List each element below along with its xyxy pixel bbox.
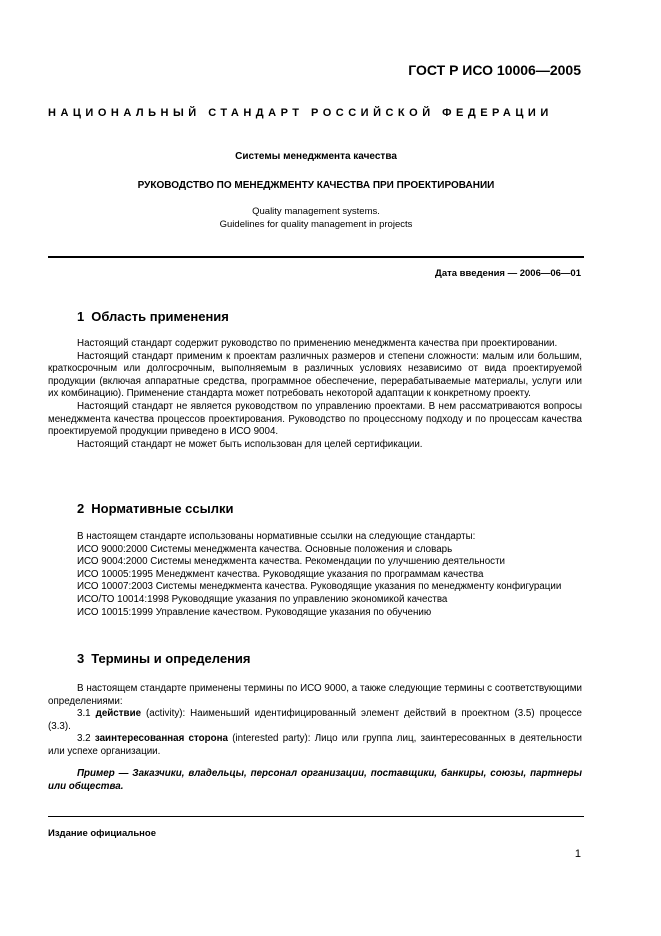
reference-item: ИСО 10015:1999 Управление качеством. Руководящие указания по обучению [77, 606, 432, 618]
section-1-paragraph: Настоящий стандарт содержит руководство по применению менеджмента качества при проектировании. [77, 338, 558, 349]
section-3-heading [77, 651, 251, 666]
national-standard-banner: НАЦИОНАЛЬНЫЙ СТАНДАРТ РОССИЙСКОЙ ФЕДЕРАЦИИ [48, 107, 553, 119]
term-number: 3.1 [77, 708, 91, 720]
english-title [48, 205, 584, 231]
term-name: заинтересованная сторона [94, 733, 228, 745]
document-subtitle: Системы менеджмента качества [235, 151, 397, 162]
section-1-number: 1 [77, 309, 85, 324]
term-definition-activity [48, 708, 582, 733]
section-1-paragraph: Настоящий стандарт не является руководством по управлению проектами. В нем рассматриваются вопросы менеджмента качества процессов проектирования. Руководство по процессному подходу и по процессам качества проектируемой продукции приведено в ИСО 9004. [48, 400, 582, 438]
section-2-title: Нормативные ссылки [91, 501, 234, 516]
term-name: действие [95, 708, 142, 720]
introduction-date: Дата введения — 2006—06—01 [435, 268, 581, 279]
section-3-number: 3 [77, 651, 85, 666]
section-3-intro: В настоящем стандарте применены термины по ИСО 9000, а также следующие термины с соответствующими определениями: [48, 683, 582, 707]
section-1-title: Область применения [91, 309, 229, 324]
english-title-line-2: Guidelines for quality management in projects [219, 219, 413, 230]
reference-item: ИСО 10005:1995 Менеджмент качества. Руководящие указания по программам качества [77, 568, 484, 580]
page-number: 1 [574, 848, 581, 860]
footer-divider [48, 816, 584, 817]
section-1-paragraph: Настоящий стандарт применим к проектам различных размеров и степени сложности: малым или большим, краткосрочным или долгосрочным, выполняемым в различных условиях независимо от вида проектируемой продукции (включая аппаратные средства, программное обеспечение, перерабатываемые материалы, услуги или их комбинацию). Применение стандарта может потребовать некоторой адаптации к конкретному проекту. [48, 350, 582, 400]
reference-item: ИСО 10007:2003 Системы менеджмента качества. Руководящие указания по менеджменту конфигурации [77, 581, 562, 593]
section-2-body [48, 531, 582, 619]
reference-item: ИСО/ТО 10014:1998 Руководящие указания по управлению экономикой качества [77, 593, 448, 605]
term-text: (interested party): Лицо или группа лиц, заинтересованных в деятельности или успехе организации. [48, 733, 582, 757]
section-3-title: Термины и определения [91, 651, 251, 666]
term-text: (activity): Наименьший идентифицированный элемент действий в проектном (3.5) процессе (3.3). [48, 708, 582, 732]
reference-item: ИСО 9004:2000 Системы менеджмента качества. Рекомендации по улучшению деятельности [77, 556, 506, 568]
term-definition-interested-party [48, 733, 582, 758]
example-note: Пример — Заказчики, владельцы, персонал организации, поставщики, банкиры, союзы, партнеры или общества. [48, 768, 582, 792]
section-3-body [48, 683, 582, 759]
term-number: 3.2 [77, 733, 91, 745]
official-edition-label: Издание официальное [48, 828, 156, 839]
section-2-number: 2 [77, 501, 85, 516]
document-title: РУКОВОДСТВО ПО МЕНЕДЖМЕНТУ КАЧЕСТВА ПРИ ПРОЕКТИРОВАНИИ [137, 180, 495, 191]
section-1-heading [77, 309, 229, 324]
section-2-intro: В настоящем стандарте использованы нормативные ссылки на следующие стандарты: [77, 531, 476, 542]
english-title-line-1: Quality management systems. [252, 206, 380, 217]
section-1-paragraph: Настоящий стандарт не может быть использован для целей сертификации. [77, 438, 423, 450]
section-2-heading [77, 501, 233, 516]
title-divider [48, 256, 584, 258]
standard-number: ГОСТ Р ИСО 10006—2005 [408, 62, 581, 78]
reference-item: ИСО 9000:2000 Системы менеджмента качества. Основные положения и словарь [77, 543, 453, 555]
section-1-body [48, 338, 582, 451]
